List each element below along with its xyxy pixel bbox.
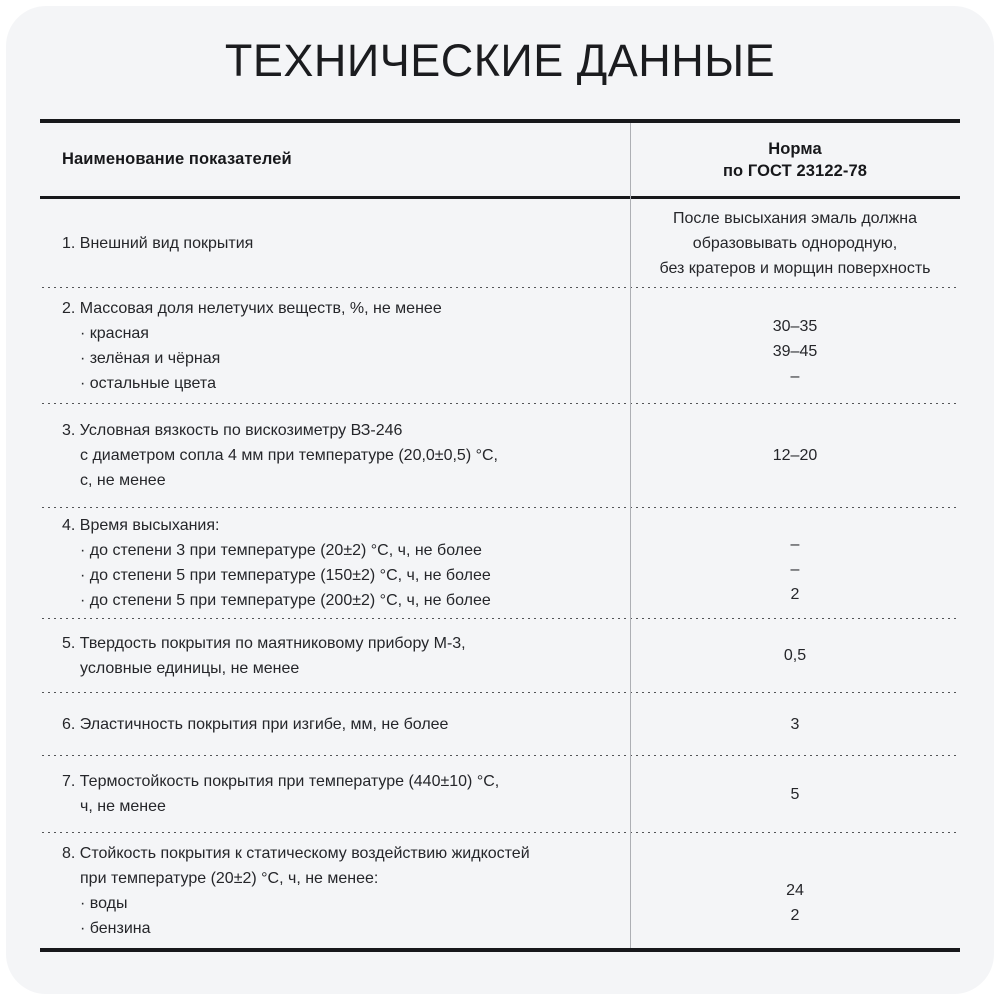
row-name-line: 8. Стойкость покрытия к статическому воздействию жидкостей [62, 844, 530, 862]
table-row [40, 756, 960, 832]
row-value-line: – [790, 535, 800, 553]
row-name-subitem: · до степени 3 при температуре (20±2) °С, ч, не более [80, 542, 482, 559]
row-name-subitem: · бензина [80, 919, 151, 937]
table-row [40, 404, 960, 507]
row-value-cell [630, 619, 960, 692]
row-value-line: 2 [790, 906, 800, 924]
row-name-line: с, не менее [80, 472, 166, 489]
header-label-indicator: Наименование показателей [62, 150, 292, 168]
row-value-line: 30–35 [772, 318, 818, 335]
row-name-cell [40, 756, 630, 832]
row-value-line: 12–20 [772, 447, 818, 464]
row-value-line: 0,5 [783, 647, 807, 664]
row-name-line: 2. Массовая доля нелетучих веществ, %, не менее [62, 299, 442, 317]
row-name-cell [40, 833, 630, 948]
row-value-line: 5 [790, 785, 800, 803]
row-name-cell [40, 693, 630, 755]
row-name-line: 1. Внешний вид покрытия [62, 234, 254, 252]
row-value-line: – [790, 368, 800, 385]
row-name-line: с диаметром сопла 4 мм при температуре (20,0±0,5) °С, [80, 447, 498, 464]
row-name-line: при температуре (20±2) °С, ч, не менее: [80, 869, 379, 887]
page-title: ТЕХНИЧЕСКИЕ ДАННЫЕ [224, 35, 776, 86]
row-name-line: 4. Время высыхания: [62, 517, 220, 534]
row-value-line: 2 [790, 585, 800, 603]
row-name-subitem: · до степени 5 при температуре (200±2) °С, ч, не более [80, 592, 491, 609]
row-value-cell [630, 756, 960, 832]
header-cell-name [40, 123, 630, 196]
table-bottom-rule [40, 948, 960, 952]
table-row [40, 508, 960, 618]
row-value-cell [630, 199, 960, 287]
row-value-cell [630, 508, 960, 618]
header-cell-norm [630, 123, 960, 196]
row-name-cell [40, 619, 630, 692]
table-header-row [40, 123, 960, 196]
row-name-cell [40, 199, 630, 287]
row-value-cell [630, 288, 960, 403]
row-value-line: 3 [790, 715, 800, 733]
row-name-line: условные единицы, не менее [80, 659, 300, 677]
header-label-gost: по ГОСТ 23122-78 [722, 161, 868, 180]
row-value-cell [630, 693, 960, 755]
technical-data-table [40, 119, 960, 952]
row-name-cell [40, 508, 630, 618]
table-row [40, 833, 960, 948]
row-value-line: образовывать однородную, [692, 234, 898, 252]
row-name-line: 5. Твердость покрытия по маятниковому прибору М-3, [62, 634, 466, 652]
row-name-subitem: · красная [80, 324, 149, 342]
table-row [40, 288, 960, 403]
row-value-line: 24 [786, 881, 804, 899]
row-name-cell [40, 404, 630, 507]
row-value-line: без кратеров и морщин поверхность [659, 259, 931, 277]
row-name-subitem: · зелёная и чёрная [80, 349, 221, 367]
row-name-line: 6. Эластичность покрытия при изгибе, мм, не более [62, 715, 449, 733]
table-row [40, 693, 960, 755]
header-label-norm: Норма [768, 139, 822, 158]
table-row [40, 199, 960, 287]
row-name-line: ч, не менее [80, 798, 166, 815]
row-value-line: После высыхания эмаль должна [672, 209, 917, 227]
row-value-cell [630, 833, 960, 948]
row-name-subitem: · воды [80, 894, 128, 912]
row-value-cell [630, 404, 960, 507]
row-value-line: – [790, 560, 800, 578]
technical-data-card [6, 6, 994, 994]
row-name-subitem: · остальные цвета [80, 374, 216, 392]
column-divider [630, 123, 631, 948]
row-name-line: 3. Условная вязкость по вискозиметру ВЗ-246 [62, 422, 403, 439]
row-name-line: 7. Термостойкость покрытия при температуре (440±10) °С, [62, 773, 500, 790]
row-name-subitem: · до степени 5 при температуре (150±2) °С, ч, не более [80, 567, 491, 584]
row-value-line: 39–45 [772, 343, 818, 360]
table-row [40, 619, 960, 692]
row-name-cell [40, 288, 630, 403]
